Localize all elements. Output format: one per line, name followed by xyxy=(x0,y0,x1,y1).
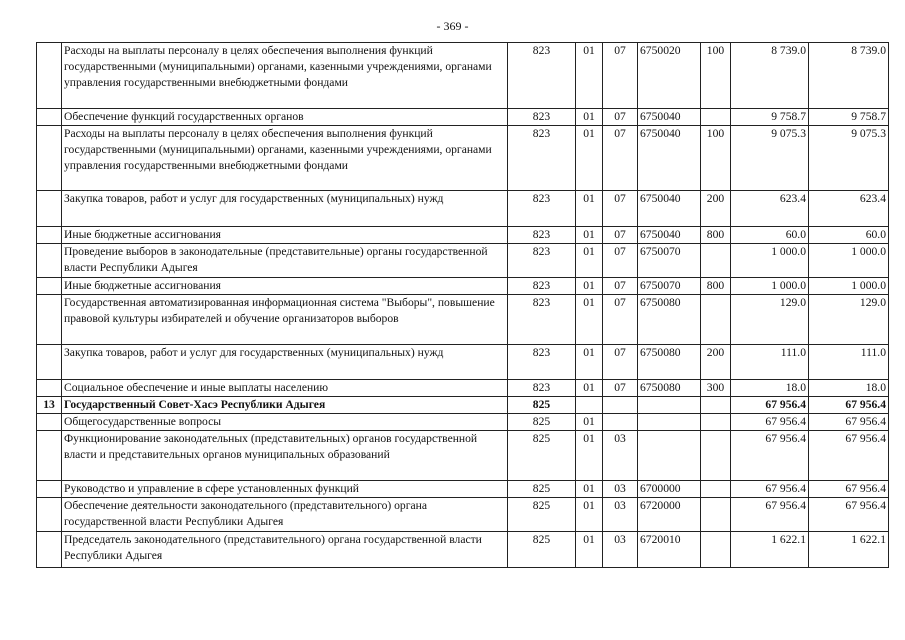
row-csr-code: 6700000 xyxy=(638,481,701,498)
row-pr-code: 07 xyxy=(603,43,638,109)
row-gr-code: 825 xyxy=(508,498,576,532)
row-rz-code: 01 xyxy=(576,43,603,109)
table-row xyxy=(37,380,889,397)
row-sum-2: 67 956.4 xyxy=(809,414,889,431)
table-row xyxy=(37,278,889,295)
row-vr-code: 200 xyxy=(701,191,731,227)
row-number xyxy=(37,295,62,345)
row-name: Проведение выборов в законодательные (представительные) органы государственной власти Республики Адыгея xyxy=(62,244,508,278)
row-rz-code: 01 xyxy=(576,244,603,278)
row-csr-code: 6720000 xyxy=(638,498,701,532)
row-sum-1: 9 758.7 xyxy=(731,109,809,126)
row-sum-2: 1 000.0 xyxy=(809,244,889,278)
row-vr-code xyxy=(701,481,731,498)
row-gr-code: 825 xyxy=(508,431,576,481)
row-rz-code: 01 xyxy=(576,295,603,345)
row-name: Расходы на выплаты персоналу в целях обеспечения выполнения функций государственными (муниципальными) органами, казенными учреждениями, органами управления государственными внебюджетными фондами xyxy=(62,126,508,191)
row-name: Государственная автоматизированная информационная система "Выборы", повышение правовой культуры избирателей и обучение организаторов выборов xyxy=(62,295,508,345)
row-gr-code: 825 xyxy=(508,397,576,414)
row-sum-2: 67 956.4 xyxy=(809,397,889,414)
row-rz-code: 01 xyxy=(576,380,603,397)
row-name: Иные бюджетные ассигнования xyxy=(62,227,508,244)
row-sum-1: 60.0 xyxy=(731,227,809,244)
row-pr-code: 07 xyxy=(603,109,638,126)
row-name: Иные бюджетные ассигнования xyxy=(62,278,508,295)
row-rz-code: 01 xyxy=(576,191,603,227)
table-row xyxy=(37,43,889,109)
table-row xyxy=(37,498,889,532)
row-number xyxy=(37,431,62,481)
row-sum-1: 623.4 xyxy=(731,191,809,227)
row-pr-code: 07 xyxy=(603,227,638,244)
row-sum-2: 9 075.3 xyxy=(809,126,889,191)
row-csr-code xyxy=(638,414,701,431)
row-sum-2: 1 622.1 xyxy=(809,532,889,568)
table-row xyxy=(37,414,889,431)
row-name: Закупка товаров, работ и услуг для государственных (муниципальных) нужд xyxy=(62,345,508,380)
row-gr-code: 825 xyxy=(508,414,576,431)
row-rz-code: 01 xyxy=(576,532,603,568)
row-number xyxy=(37,227,62,244)
row-number: 13 xyxy=(37,397,62,414)
row-sum-2: 9 758.7 xyxy=(809,109,889,126)
row-gr-code: 825 xyxy=(508,532,576,568)
row-pr-code: 03 xyxy=(603,481,638,498)
row-vr-code xyxy=(701,295,731,345)
table-row xyxy=(37,191,889,227)
row-vr-code xyxy=(701,397,731,414)
row-gr-code: 823 xyxy=(508,244,576,278)
row-sum-2: 67 956.4 xyxy=(809,481,889,498)
row-name: Обеспечение деятельности законодательного (представительного) органа государственной власти Республики Адыгея xyxy=(62,498,508,532)
row-vr-code: 300 xyxy=(701,380,731,397)
row-name: Общегосударственные вопросы xyxy=(62,414,508,431)
budget-table-body xyxy=(37,43,889,568)
row-csr-code: 6750040 xyxy=(638,227,701,244)
row-sum-2: 60.0 xyxy=(809,227,889,244)
row-name: Расходы на выплаты персоналу в целях обеспечения выполнения функций государственными (муниципальными) органами, казенными учреждениями, органами управления государственными внебюджетными фондами xyxy=(62,43,508,109)
row-number xyxy=(37,345,62,380)
row-csr-code: 6750080 xyxy=(638,380,701,397)
row-sum-2: 623.4 xyxy=(809,191,889,227)
row-rz-code: 01 xyxy=(576,345,603,380)
row-csr-code: 6750070 xyxy=(638,244,701,278)
row-gr-code: 823 xyxy=(508,109,576,126)
row-number xyxy=(37,43,62,109)
row-sum-1: 8 739.0 xyxy=(731,43,809,109)
row-pr-code: 03 xyxy=(603,431,638,481)
table-row xyxy=(37,397,889,414)
row-rz-code xyxy=(576,397,603,414)
page-number: - 369 - xyxy=(436,19,469,33)
row-gr-code: 825 xyxy=(508,481,576,498)
row-pr-code xyxy=(603,414,638,431)
budget-table xyxy=(36,42,889,568)
row-csr-code xyxy=(638,431,701,481)
row-gr-code: 823 xyxy=(508,43,576,109)
row-gr-code: 823 xyxy=(508,295,576,345)
row-csr-code xyxy=(638,397,701,414)
row-csr-code: 6750070 xyxy=(638,278,701,295)
row-vr-code xyxy=(701,431,731,481)
table-row xyxy=(37,126,889,191)
row-rz-code: 01 xyxy=(576,126,603,191)
row-sum-2: 8 739.0 xyxy=(809,43,889,109)
row-sum-2: 67 956.4 xyxy=(809,431,889,481)
row-pr-code: 03 xyxy=(603,498,638,532)
row-pr-code: 07 xyxy=(603,278,638,295)
row-sum-1: 9 075.3 xyxy=(731,126,809,191)
row-pr-code: 03 xyxy=(603,532,638,568)
row-csr-code: 6750040 xyxy=(638,191,701,227)
table-row xyxy=(37,431,889,481)
row-sum-1: 111.0 xyxy=(731,345,809,380)
row-sum-1: 67 956.4 xyxy=(731,414,809,431)
row-sum-1: 67 956.4 xyxy=(731,481,809,498)
row-pr-code: 07 xyxy=(603,345,638,380)
row-vr-code xyxy=(701,414,731,431)
row-name: Функционирование законодательных (представительных) органов государственной власти и представительных органов муниципальных образований xyxy=(62,431,508,481)
row-vr-code: 200 xyxy=(701,345,731,380)
row-csr-code: 6750080 xyxy=(638,295,701,345)
row-number xyxy=(37,278,62,295)
row-rz-code: 01 xyxy=(576,481,603,498)
row-sum-1: 1 622.1 xyxy=(731,532,809,568)
row-number xyxy=(37,481,62,498)
row-name: Государственный Совет-Хасэ Республики Адыгея xyxy=(62,397,508,414)
row-name: Председатель законодательного (представительного) органа государственной власти Республики Адыгея xyxy=(62,532,508,568)
table-row xyxy=(37,109,889,126)
row-pr-code: 07 xyxy=(603,380,638,397)
row-rz-code: 01 xyxy=(576,414,603,431)
table-row xyxy=(37,345,889,380)
row-number xyxy=(37,109,62,126)
row-sum-1: 18.0 xyxy=(731,380,809,397)
row-csr-code: 6750040 xyxy=(638,126,701,191)
row-name: Руководство и управление в сфере установленных функций xyxy=(62,481,508,498)
row-vr-code: 800 xyxy=(701,227,731,244)
row-number xyxy=(37,532,62,568)
row-sum-1: 1 000.0 xyxy=(731,278,809,295)
row-number xyxy=(37,191,62,227)
row-sum-1: 67 956.4 xyxy=(731,498,809,532)
table-row xyxy=(37,295,889,345)
row-number xyxy=(37,244,62,278)
row-gr-code: 823 xyxy=(508,278,576,295)
row-vr-code: 800 xyxy=(701,278,731,295)
row-name: Обеспечение функций государственных органов xyxy=(62,109,508,126)
row-gr-code: 823 xyxy=(508,380,576,397)
row-csr-code: 6750020 xyxy=(638,43,701,109)
row-sum-1: 1 000.0 xyxy=(731,244,809,278)
row-vr-code: 100 xyxy=(701,43,731,109)
row-sum-1: 67 956.4 xyxy=(731,397,809,414)
row-gr-code: 823 xyxy=(508,345,576,380)
table-row xyxy=(37,227,889,244)
row-vr-code: 100 xyxy=(701,126,731,191)
row-pr-code: 07 xyxy=(603,191,638,227)
row-rz-code: 01 xyxy=(576,227,603,244)
row-pr-code: 07 xyxy=(603,295,638,345)
table-row xyxy=(37,532,889,568)
row-gr-code: 823 xyxy=(508,191,576,227)
row-number xyxy=(37,414,62,431)
row-csr-code: 6720010 xyxy=(638,532,701,568)
row-csr-code: 6750080 xyxy=(638,345,701,380)
row-pr-code: 07 xyxy=(603,126,638,191)
row-vr-code xyxy=(701,532,731,568)
row-sum-2: 18.0 xyxy=(809,380,889,397)
row-sum-2: 129.0 xyxy=(809,295,889,345)
row-rz-code: 01 xyxy=(576,498,603,532)
row-number xyxy=(37,380,62,397)
row-name: Закупка товаров, работ и услуг для государственных (муниципальных) нужд xyxy=(62,191,508,227)
row-vr-code xyxy=(701,498,731,532)
row-gr-code: 823 xyxy=(508,227,576,244)
table-row xyxy=(37,481,889,498)
row-sum-2: 1 000.0 xyxy=(809,278,889,295)
row-name: Социальное обеспечение и иные выплаты населению xyxy=(62,380,508,397)
row-rz-code: 01 xyxy=(576,278,603,295)
row-vr-code xyxy=(701,244,731,278)
row-csr-code: 6750040 xyxy=(638,109,701,126)
row-sum-1: 67 956.4 xyxy=(731,431,809,481)
row-sum-2: 67 956.4 xyxy=(809,498,889,532)
row-pr-code xyxy=(603,397,638,414)
row-number xyxy=(37,498,62,532)
row-gr-code: 823 xyxy=(508,126,576,191)
row-pr-code: 07 xyxy=(603,244,638,278)
row-vr-code xyxy=(701,109,731,126)
table-row xyxy=(37,244,889,278)
row-rz-code: 01 xyxy=(576,431,603,481)
row-rz-code: 01 xyxy=(576,109,603,126)
row-sum-2: 111.0 xyxy=(809,345,889,380)
row-number xyxy=(37,126,62,191)
row-sum-1: 129.0 xyxy=(731,295,809,345)
